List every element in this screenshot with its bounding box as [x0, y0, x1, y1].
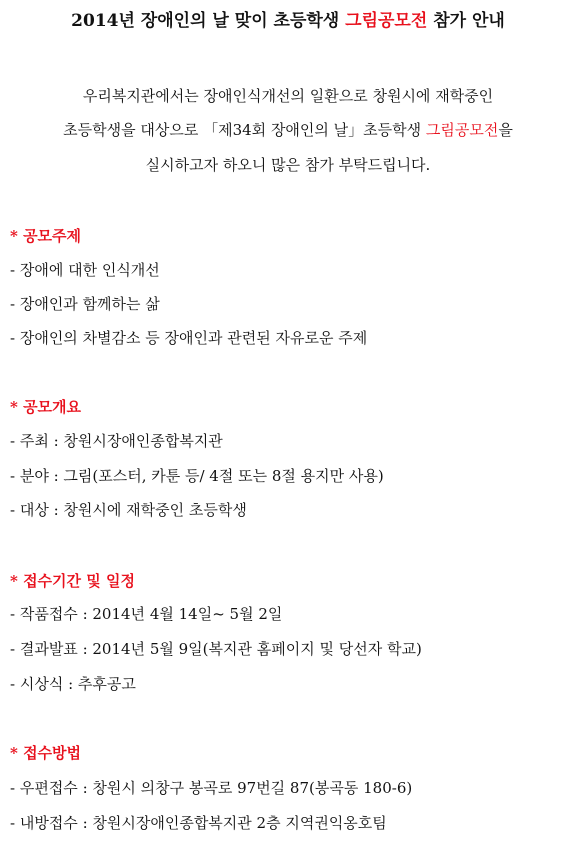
list-item: - 장애인의 차별감소 등 장애인과 관련된 자유로운 주제 [10, 329, 368, 347]
title-suffix: 참가 안내 [427, 11, 505, 31]
list-item: - 작품접수 : 2014년 4월 14일~ 5월 2일 [10, 605, 283, 623]
section-heading-method: * 접수방법 [10, 744, 82, 762]
list-item: - 분야 : 그림(포스터, 카툰 등/ 4절 또는 8절 용지만 사용) [10, 467, 384, 485]
list-item: - 주최 : 창원시장애인종합복지관 [10, 432, 223, 450]
list-item: - 내방접수 : 창원시장애인종합복지관 2층 지역권익옹호팀 [10, 814, 387, 832]
page-title [0, 9, 576, 33]
list-item: - 시상식 : 추후공고 [10, 675, 136, 693]
intro-line-3: 실시하고자 하오니 많은 참가 부탁드립니다. [145, 156, 431, 174]
title-prefix: 2014년 장애인의 날 맞이 초등학생 [71, 11, 346, 31]
list-item: - 장애에 대한 인식개선 [10, 261, 160, 279]
list-item: - 우편접수 : 창원시 의창구 봉곡로 97번길 87(봉곡동 180-6) [10, 779, 413, 797]
intro-line-1: 우리복지관에서는 장애인식개선의 일환으로 창원시에 재학중인 [82, 87, 494, 105]
intro-line-2 [0, 119, 576, 141]
section-heading-schedule: * 접수기간 및 일정 [10, 572, 135, 590]
section-heading-theme: * 공모주제 [10, 227, 82, 245]
list-item: - 장애인과 함께하는 삶 [10, 295, 160, 313]
intro-line-2-suffix: 을 [498, 121, 513, 139]
intro-line-2-prefix: 초등학생을 대상으로 「제34회 장애인의 날」초등학생 [63, 121, 426, 139]
list-item: - 대상 : 창원시에 재학중인 초등학생 [10, 501, 247, 519]
title-highlight: 그림공모전 [345, 11, 428, 31]
section-heading-overview: * 공모개요 [10, 398, 82, 416]
list-item: - 결과발표 : 2014년 5월 9일(복지관 홈페이지 및 당선자 학교) [10, 640, 422, 658]
intro-line-2-highlight: 그림공모전 [425, 121, 499, 139]
